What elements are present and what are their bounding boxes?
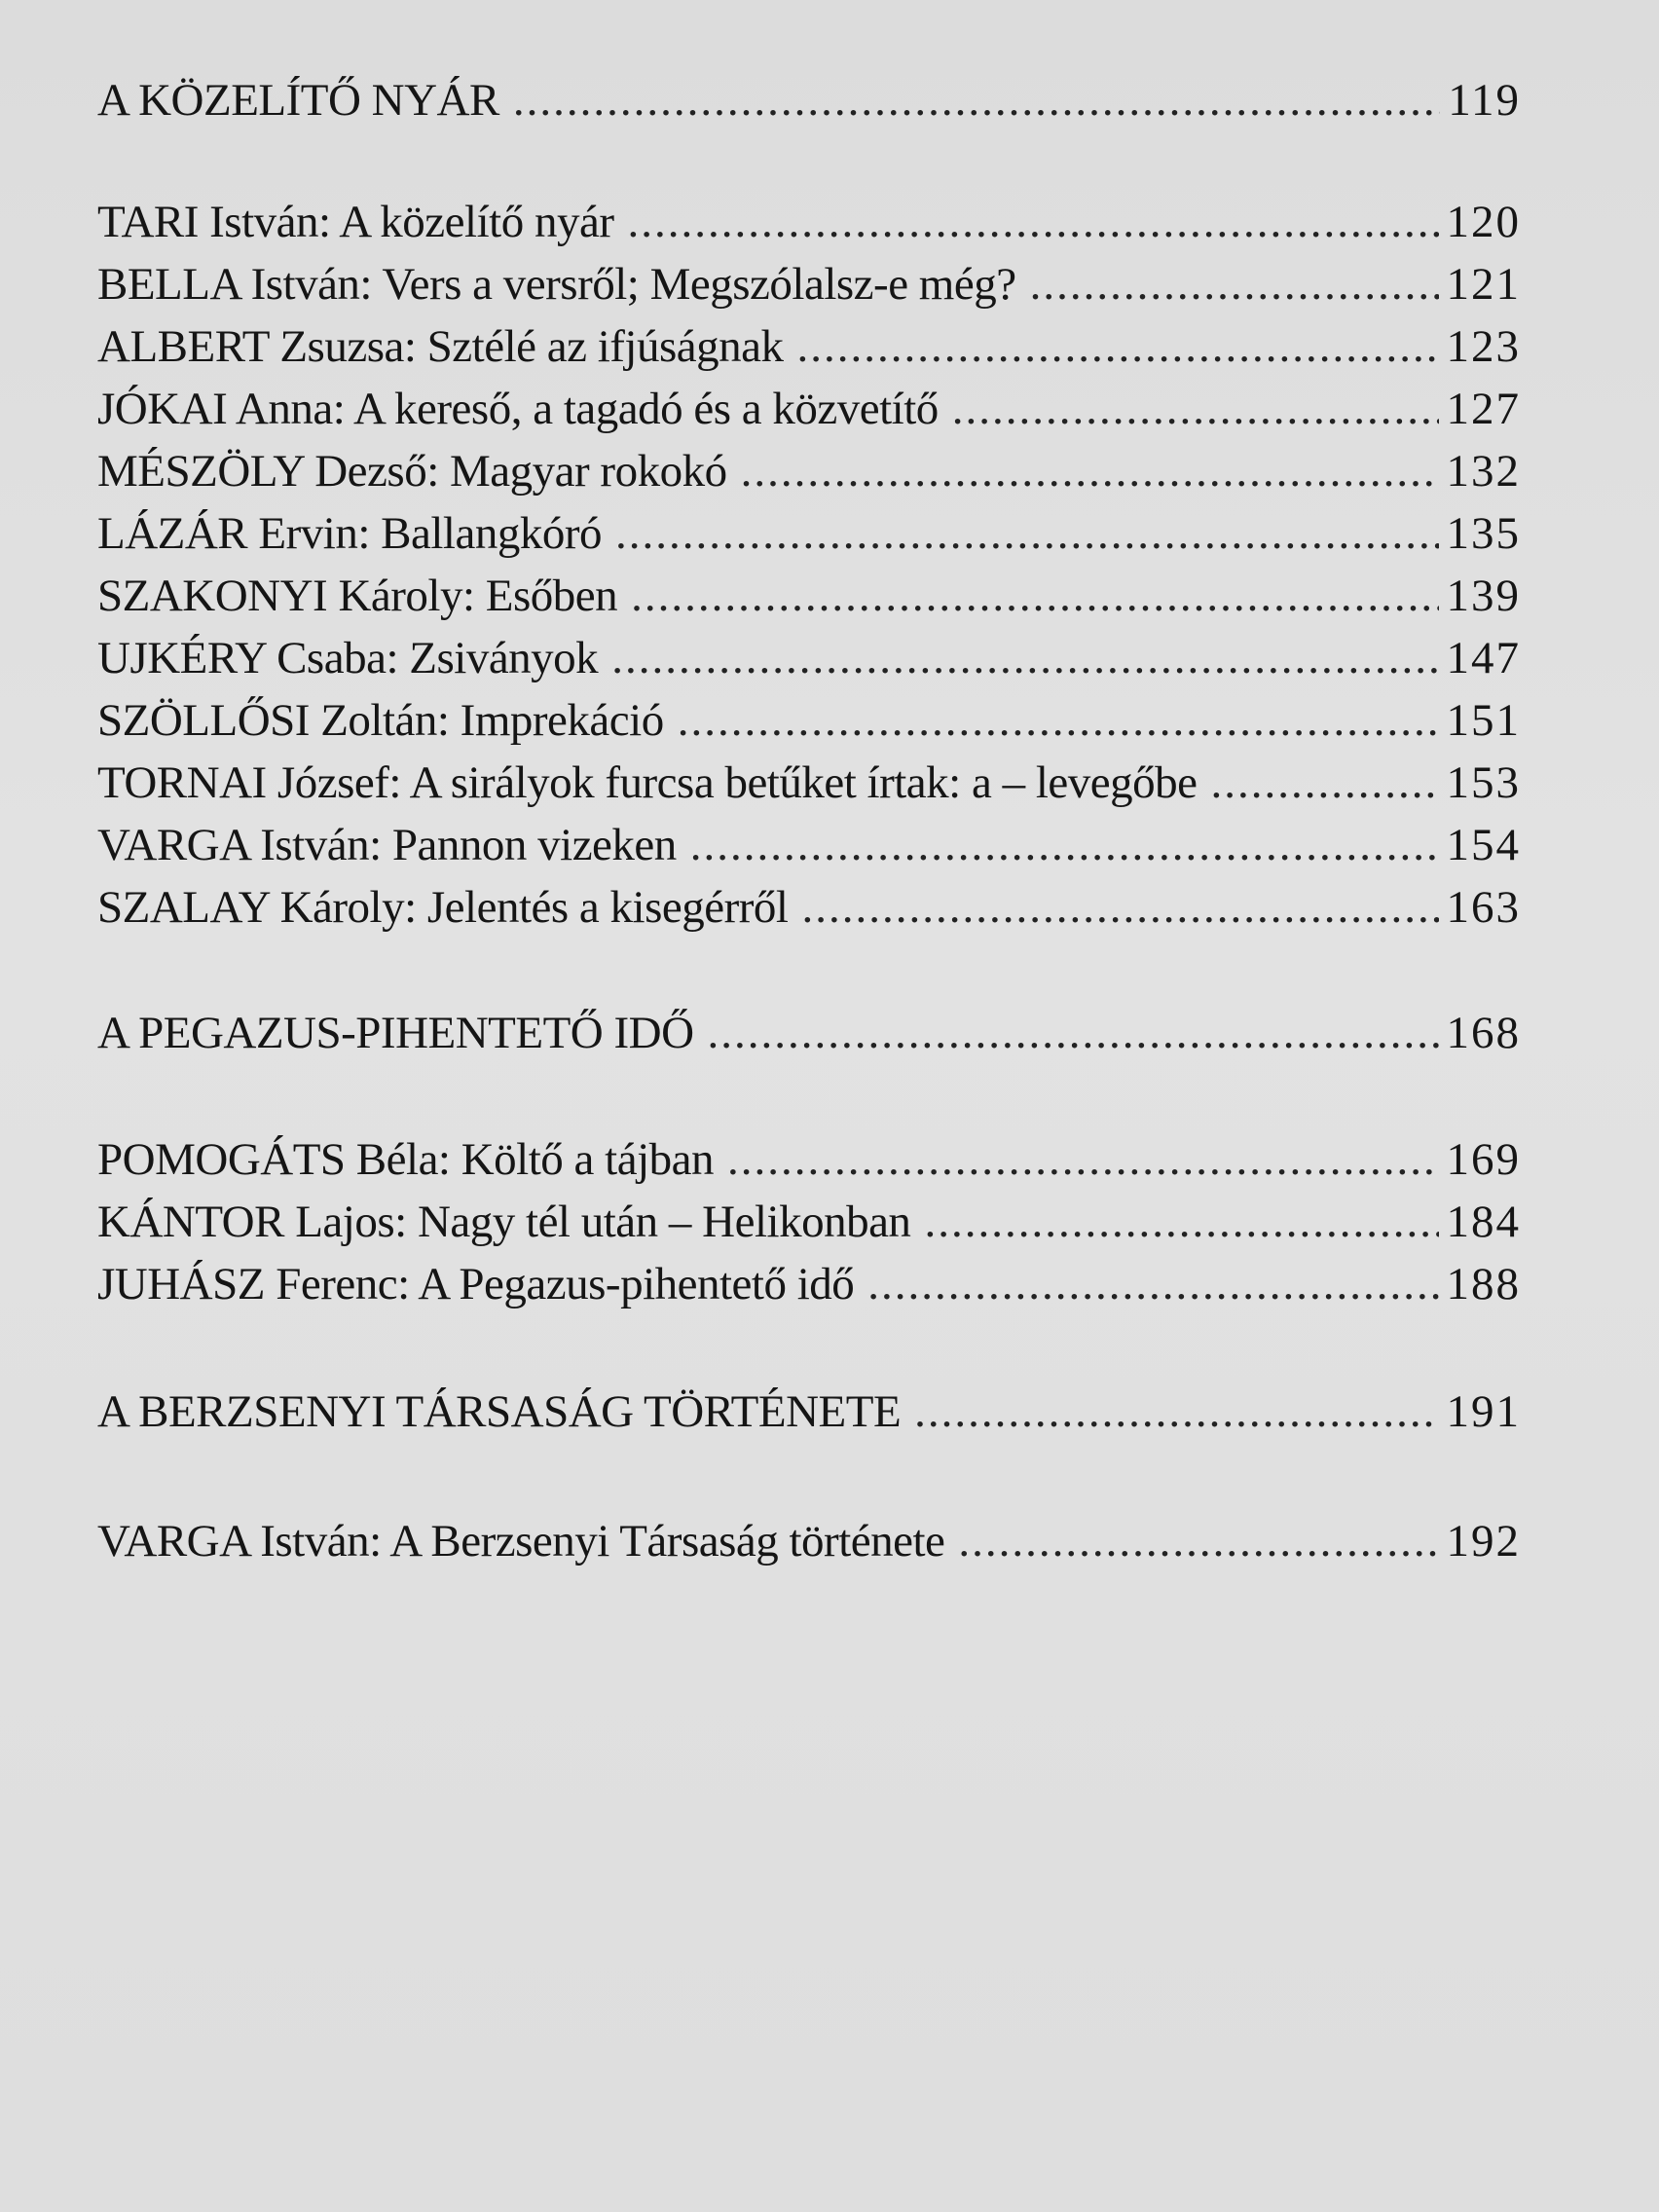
- toc-entry: [97, 1516, 1521, 1567]
- dot-leader: [513, 78, 1440, 124]
- toc-entry-title: VARGA István: Pannon vizeken: [97, 820, 677, 870]
- toc-entry-title: LÁZÁR Ervin: Ballangkóró: [97, 508, 602, 559]
- dot-leader: [708, 1011, 1439, 1056]
- dot-leader: [958, 1519, 1438, 1565]
- toc-page-number: 123: [1446, 321, 1521, 372]
- toc-page-number: 188: [1446, 1259, 1521, 1309]
- dot-leader: [615, 511, 1439, 557]
- toc-entry-title: JUHÁSZ Ferenc: A Pegazus-pihentető idő: [97, 1259, 855, 1309]
- toc-entry-title: SZAKONYI Károly: Esőben: [97, 571, 618, 621]
- toc-entry: [97, 633, 1521, 683]
- toc-entry-title: UJKÉRY Csaba: Zsiványok: [97, 633, 599, 683]
- dot-leader: [801, 885, 1438, 931]
- toc-entry-title: SZALAY Károly: Jelentés a kisegérről: [97, 882, 789, 933]
- toc-entry: [97, 1199, 1521, 1245]
- toc-entry: [97, 446, 1521, 497]
- toc-entry-title: POMOGÁTS Béla: Költő a tájban: [97, 1134, 714, 1185]
- dot-leader: [727, 1137, 1439, 1183]
- toc-entry: [97, 197, 1521, 247]
- dot-leader: [952, 387, 1439, 432]
- dot-leader: [867, 1262, 1438, 1308]
- toc-entry: [97, 1259, 1521, 1309]
- toc-entry-title: KÁNTOR Lajos: Nagy tél után – Helikonban: [97, 1197, 911, 1247]
- toc-page-number: 127: [1446, 384, 1521, 434]
- toc-section-title: A KÖZELÍTŐ NYÁR: [97, 75, 499, 126]
- toc-entry: [97, 820, 1521, 870]
- dot-leader: [611, 636, 1438, 682]
- toc-entry-title: BELLA István: Vers a versről; Megszólalsz-e még?: [97, 259, 1016, 310]
- dot-leader: [1210, 760, 1438, 806]
- toc-page-number: 153: [1446, 757, 1521, 808]
- toc-entry: [97, 573, 1521, 619]
- toc-page-number: 151: [1446, 695, 1521, 746]
- toc-section: [97, 75, 1521, 126]
- toc-page-number: 120: [1446, 197, 1521, 247]
- toc-entry-title: SZÖLLŐSI Zoltán: Imprekáció: [97, 695, 664, 746]
- toc-section: [97, 1008, 1521, 1058]
- toc-page-number: 192: [1446, 1516, 1521, 1567]
- toc-page-number: 135: [1446, 508, 1521, 559]
- toc-entry-title: VARGA István: A Berzsenyi Társaság története: [97, 1516, 945, 1567]
- toc-entry: [97, 384, 1521, 434]
- dot-leader: [741, 449, 1439, 495]
- toc-page-number: 119: [1448, 75, 1521, 126]
- dot-leader: [690, 823, 1439, 868]
- toc-page-number: 121: [1446, 259, 1521, 310]
- toc-page-number: 139: [1446, 571, 1521, 621]
- toc-page-number: 163: [1446, 882, 1521, 933]
- dot-leader: [797, 324, 1439, 370]
- toc-entry: [97, 1134, 1521, 1185]
- dot-leader: [1030, 262, 1439, 308]
- toc-page-number: 191: [1446, 1386, 1521, 1437]
- dot-leader: [914, 1389, 1438, 1435]
- toc-page-number: 132: [1446, 446, 1521, 497]
- toc-page-number: 154: [1446, 820, 1521, 870]
- toc-entry: [97, 757, 1521, 808]
- toc-page-number: 169: [1446, 1134, 1521, 1185]
- toc-page-number: 168: [1446, 1008, 1521, 1058]
- toc-entry-title: TORNAI József: A sirályok furcsa betűket írtak: a – levegőbe: [97, 757, 1198, 808]
- toc-page-number: 184: [1446, 1197, 1521, 1247]
- toc-section-title: A PEGAZUS-PIHENTETŐ IDŐ: [97, 1008, 694, 1058]
- toc-entry-title: ALBERT Zsuzsa: Sztélé az ifjúságnak: [97, 321, 784, 372]
- toc-entry: [97, 259, 1521, 310]
- dot-leader: [678, 698, 1439, 744]
- toc-section-title: A BERZSENYI TÁRSASÁG TÖRTÉNETE: [97, 1386, 902, 1437]
- toc-entry: [97, 508, 1521, 559]
- dot-leader: [924, 1199, 1438, 1245]
- toc-section: [97, 1386, 1521, 1437]
- toc-page-number: 147: [1446, 633, 1521, 683]
- toc-entry: [97, 882, 1521, 933]
- toc-entry-title: TARI István: A közelítő nyár: [97, 197, 614, 247]
- dot-leader: [627, 200, 1438, 245]
- toc-entry: [97, 695, 1521, 746]
- toc-entry-title: MÉSZÖLY Dezső: Magyar rokokó: [97, 446, 727, 497]
- toc-entry-title: JÓKAI Anna: A kereső, a tagadó és a közvetítő: [97, 384, 939, 434]
- dot-leader: [631, 573, 1438, 619]
- toc-entry: [97, 321, 1521, 372]
